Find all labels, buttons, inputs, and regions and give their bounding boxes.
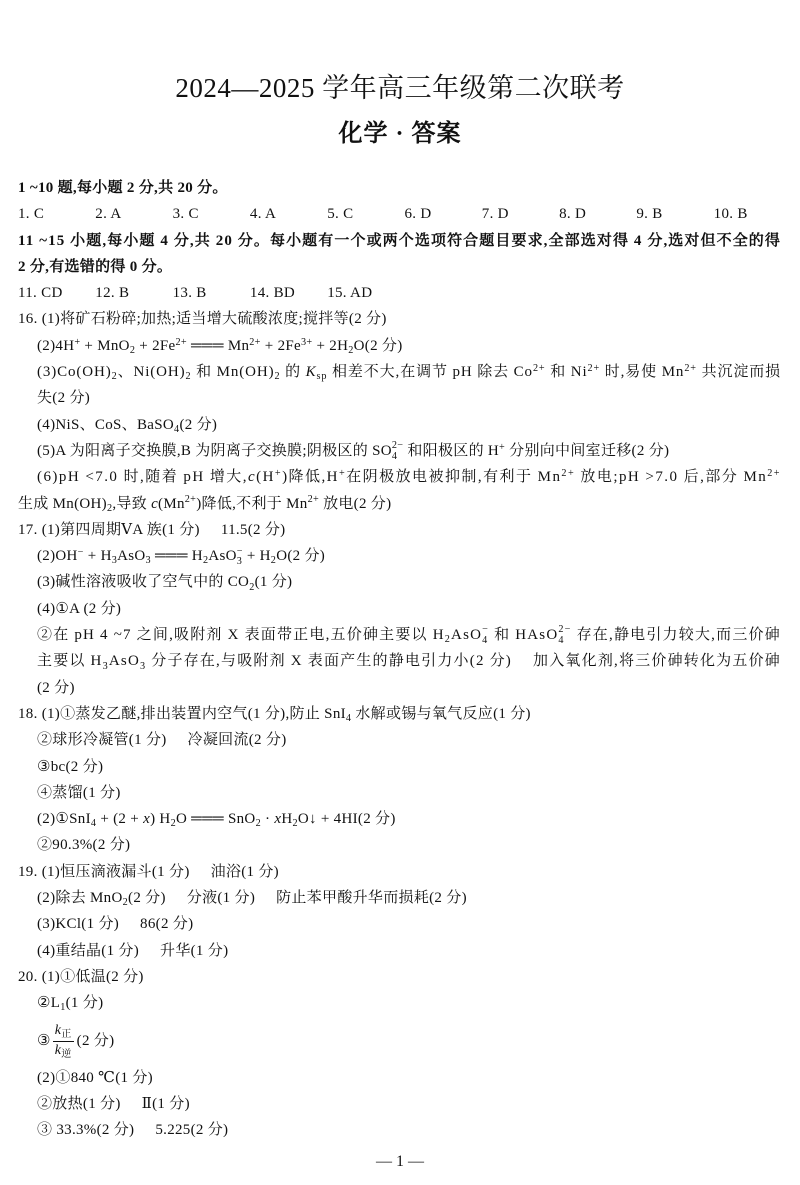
- answer-item: [37, 732, 167, 748]
- text-run: 冷凝回流(2 分): [187, 732, 287, 749]
- text-run: (2 分): [179, 416, 218, 433]
- text-run: ,导致: [112, 495, 152, 512]
- text-run: ③ 33.3%(2 分): [37, 1122, 135, 1139]
- text-run: 6. D: [404, 206, 432, 223]
- answer-line: [37, 911, 782, 937]
- answer-item: [140, 916, 193, 932]
- page-title: 2024—2025 学年高三年级第二次联考: [175, 73, 625, 103]
- superscript: +: [74, 336, 81, 348]
- answer-line: [37, 385, 782, 411]
- text-run: 生成 Mn(OH): [18, 495, 107, 512]
- answer-item: [18, 311, 387, 327]
- answer-item: [37, 362, 782, 383]
- text-run: (4)NiS、CoS、BaSO: [37, 416, 175, 433]
- answer-item: [18, 201, 95, 227]
- answer-item: [18, 180, 228, 196]
- text-run: 分别向中间室迁移(2 分): [505, 442, 670, 459]
- text-run: (2 分): [37, 679, 75, 696]
- text-run: 水解或锡与氧气反应(1 分): [351, 705, 531, 722]
- text-run: + H: [242, 548, 271, 565]
- answer-line: [37, 1017, 782, 1065]
- italic-symbol: K: [305, 364, 317, 381]
- answer-line: [37, 806, 782, 832]
- italic-symbol: c: [247, 469, 257, 486]
- text-run: ②L: [37, 995, 61, 1012]
- text-run: ═══ H: [150, 548, 203, 565]
- subscript: sp: [316, 371, 328, 383]
- answer-item: [250, 280, 327, 306]
- answer-line: [18, 517, 782, 543]
- answer-item: [37, 1122, 134, 1138]
- answer-line: [37, 990, 782, 1016]
- answer-item: [37, 890, 166, 909]
- answer-item: [37, 680, 75, 696]
- answer-item: [142, 1096, 190, 1112]
- answer-item: [636, 201, 713, 227]
- superscript: 2+: [767, 468, 781, 480]
- answer-item: [18, 496, 391, 512]
- answer-line: [18, 859, 782, 885]
- answer-item: [327, 280, 372, 306]
- answer-item: [37, 995, 104, 1014]
- text-run: 、Ni(OH): [117, 364, 186, 381]
- text-run: 17. (1)第四周期ⅤA 族(1 分): [18, 521, 200, 538]
- answer-item: [173, 280, 250, 306]
- answer-item: [18, 864, 190, 880]
- rate-constant-fraction: [53, 1023, 74, 1058]
- subscript: 3: [145, 555, 151, 567]
- subscript: 2: [129, 345, 136, 357]
- answer-item: [211, 864, 279, 880]
- text-run: 在阴极放电被抑制,有利于 Mn: [346, 469, 562, 486]
- subscript: 2: [249, 581, 255, 593]
- text-run: 13. B: [172, 285, 207, 302]
- superscript: 2+: [175, 336, 187, 348]
- answer-item: [18, 280, 95, 306]
- text-run: (Mn: [158, 495, 185, 512]
- italic-symbol: x: [274, 811, 282, 828]
- superscript: −: [236, 545, 243, 557]
- superscript: 2+: [184, 494, 197, 506]
- answer-item: [18, 233, 781, 249]
- subscript: 2: [170, 818, 176, 830]
- text-run: 18. (1)①蒸发乙醚,排出装置内空气(1 分),防止 SnI: [18, 705, 346, 722]
- text-run: (5)A 为阳离子交换膜,B 为阴离子交换膜;阴极区的 SO: [37, 442, 392, 459]
- answer-item: [37, 837, 130, 853]
- text-run: 分液(1 分): [186, 890, 256, 907]
- superscript: 2+: [561, 468, 576, 480]
- text-run: 12. B: [95, 285, 130, 302]
- subscript: 4: [558, 634, 565, 646]
- answer-item: [18, 522, 200, 538]
- answer-item: [18, 259, 172, 275]
- text-run: 油浴(1 分): [210, 863, 279, 880]
- text-run: ·: [260, 811, 275, 828]
- subscript: 2: [348, 345, 354, 357]
- answer-line: [37, 1091, 782, 1117]
- answer-item: [95, 201, 172, 227]
- text-run: (2)除去 MnO: [37, 890, 123, 907]
- superscript: +: [338, 468, 347, 480]
- text-run: H: [281, 811, 293, 828]
- text-run: (2 分): [128, 890, 166, 907]
- text-run: + (2 +: [96, 811, 144, 828]
- answer-item: [160, 943, 228, 959]
- answer-line: [37, 622, 782, 648]
- superscript: 2+: [307, 494, 320, 506]
- text-run: 防止苯甲酸升华而损耗(2 分): [276, 890, 467, 907]
- superscript: 2+: [684, 362, 697, 374]
- answer-line: [37, 675, 782, 701]
- answer-item: [221, 522, 286, 538]
- answer-line: [37, 359, 782, 385]
- answer-item: [18, 705, 531, 725]
- text-run: 存在,静电引力较大,而三价砷: [571, 627, 781, 644]
- subscript: 3: [111, 555, 118, 567]
- text-run: 2. A: [95, 206, 122, 223]
- answer-line: [37, 412, 782, 438]
- text-run: (2)①840 ℃(1 分): [37, 1069, 153, 1086]
- text-run: (4)①A (2 分): [37, 600, 122, 617]
- subscript: 1: [60, 1002, 66, 1014]
- text-run: 放电(2 分): [319, 495, 392, 512]
- text-run: 10. B: [713, 206, 748, 223]
- text-run: 1 ~10 题,每小题 2 分,共 20 分。: [18, 180, 228, 196]
- text-run: O(2 分): [276, 548, 326, 565]
- answer-line: [37, 1117, 782, 1143]
- answer-item: [95, 280, 172, 306]
- section-instruction: [18, 228, 782, 254]
- text-run: 时,易使 Mn: [600, 364, 685, 381]
- section-instruction: [18, 175, 782, 201]
- section-instruction: [18, 254, 782, 280]
- answer-line: [37, 333, 782, 359]
- answer-item: [37, 417, 217, 433]
- answer-item: [187, 890, 255, 906]
- text-run: (H: [256, 469, 275, 486]
- answer-line: [37, 648, 782, 674]
- text-run: 15. AD: [327, 285, 373, 302]
- text-run: ③bc(2 分): [37, 758, 104, 775]
- denominator-subscript: 逆: [61, 1048, 72, 1060]
- superscript: −: [77, 547, 84, 559]
- text-run: + MnO: [80, 337, 130, 354]
- charge-index: [558, 625, 571, 645]
- text-run: ═══ Mn: [186, 337, 250, 354]
- italic-symbol: c: [151, 495, 159, 512]
- answer-item: [173, 201, 250, 227]
- answer-line: [37, 754, 782, 780]
- answer-body: [18, 175, 782, 1143]
- text-run: + 2H: [312, 337, 349, 354]
- answer-item: [37, 1096, 121, 1112]
- text-run: O ═══ SnO: [175, 811, 256, 828]
- answer-line: [37, 727, 782, 753]
- numerator-subscript: 正: [61, 1029, 72, 1041]
- fraction-numerator: [53, 1023, 74, 1041]
- text-run: (2)①SnI: [37, 811, 91, 828]
- text-run: O↓ + 4HI(2 分): [297, 811, 396, 828]
- subscript: 3: [102, 660, 109, 672]
- answer-line: [37, 938, 782, 964]
- text-run: 5.225(2 分): [155, 1122, 229, 1139]
- text-run: ②放热(1 分): [37, 1095, 121, 1112]
- text-run: 的: [280, 364, 306, 381]
- answer-item: [18, 969, 144, 985]
- subscript: 4: [345, 713, 352, 725]
- text-run: AsO: [108, 653, 140, 670]
- text-run: 9. B: [636, 206, 663, 223]
- superscript: 3+: [300, 336, 313, 348]
- text-run: ②球形冷凝管(1 分): [37, 732, 167, 749]
- answer-item: [37, 916, 119, 932]
- text-run: (2)OH: [37, 548, 78, 565]
- text-run: + 2Fe: [260, 337, 301, 354]
- subscript: 2: [255, 818, 261, 830]
- text-run: 主要以 H: [37, 653, 103, 670]
- answer-item: [37, 785, 121, 801]
- answer-line: [37, 780, 782, 806]
- text-run: 放电;pH >7.0 后,部分 Mn: [575, 469, 768, 486]
- text-run: (6)pH <7.0 时,随着 pH 增大,: [37, 469, 248, 486]
- text-run: (3)KCl(1 分): [37, 916, 120, 933]
- subscript: 3: [140, 660, 147, 672]
- subscript: 4: [391, 450, 398, 462]
- text-run: AsO: [451, 627, 483, 644]
- answer-item: [37, 624, 781, 646]
- superscript: +: [274, 468, 283, 480]
- subscript: 4: [90, 818, 97, 830]
- subscript: 2: [274, 371, 281, 383]
- text-run: 11. CD: [18, 285, 63, 302]
- answer-line: [37, 569, 782, 595]
- answer-item: [188, 732, 287, 748]
- answer-item: [37, 469, 781, 485]
- text-run: 和 Mn(OH): [191, 364, 275, 381]
- answer-line: [37, 596, 782, 622]
- text-run: 8. D: [559, 206, 587, 223]
- text-run: 5. C: [327, 206, 354, 223]
- fraction-denominator: [53, 1042, 74, 1059]
- text-run: 共沉淀而损: [696, 364, 782, 381]
- text-run: ) H: [150, 811, 171, 828]
- answer-item: [37, 943, 139, 959]
- text-run: ②90.3%(2 分): [37, 837, 131, 854]
- answer-item: [559, 201, 636, 227]
- text-run: 7. D: [481, 206, 509, 223]
- text-run: 和 Ni: [545, 364, 588, 381]
- answer-item: [37, 336, 403, 357]
- answer-line: [18, 491, 782, 517]
- answer-item: [37, 811, 396, 830]
- subscript: 2: [111, 371, 118, 383]
- text-run: 20. (1)①低温(2 分): [18, 968, 144, 985]
- subscript: 2: [292, 818, 298, 830]
- text-run: (3)Co(OH): [37, 364, 112, 381]
- text-run: 1. C: [18, 206, 45, 223]
- text-run: (3)碱性溶液吸收了空气中的 CO: [37, 574, 250, 591]
- answer-item: [37, 1070, 153, 1086]
- circled-number: ③: [37, 1032, 51, 1049]
- answer-item: [37, 440, 670, 462]
- italic-symbol: x: [143, 811, 151, 828]
- answer-item: [37, 545, 326, 567]
- denominator-symbol: k: [54, 1042, 62, 1058]
- answer-item: [37, 574, 293, 593]
- answer-line: [18, 964, 782, 990]
- answer-item: [482, 201, 559, 227]
- subscript: 2: [106, 502, 113, 514]
- answer-item: [250, 201, 327, 227]
- subscript: 2: [122, 897, 129, 909]
- answer-line: [37, 1065, 782, 1091]
- answer-line: [37, 438, 782, 464]
- text-run: ④蒸馏(1 分): [37, 784, 121, 801]
- answer-item: [37, 390, 90, 406]
- superscript: 2+: [249, 336, 261, 348]
- text-run: 4. A: [249, 206, 277, 223]
- subscript: 4: [174, 423, 180, 435]
- text-run: 相差不大,在调节 pH 除去 Co: [327, 364, 533, 381]
- text-run: )降低,H: [282, 469, 339, 486]
- text-run: 11.5(2 分): [220, 521, 286, 538]
- answer-line: [18, 306, 782, 332]
- text-run: 和 HAsO: [489, 627, 559, 644]
- text-run: Ⅱ(1 分): [141, 1095, 190, 1112]
- text-run: 分子存在,与吸附剂 X 表面产生的静电引力小(2 分): [146, 653, 513, 670]
- answer-item: [155, 1122, 228, 1138]
- text-run: (4)重结晶(1 分): [37, 942, 140, 959]
- subscript: 3: [236, 555, 243, 567]
- answer-item: [276, 890, 467, 906]
- page-subtitle: 化学 · 答案: [338, 121, 462, 147]
- text-run: 14. BD: [249, 285, 296, 302]
- answer-item: [327, 201, 404, 227]
- subscript: 2: [185, 371, 192, 383]
- subscript: 2: [444, 634, 452, 646]
- answer-line: [37, 885, 782, 911]
- choice-answers-row: [18, 201, 782, 227]
- subscript: 2: [202, 555, 209, 567]
- superscript: 2−: [391, 440, 404, 452]
- text-run: 11 ~15 小题,每小题 4 分,共 20 分。每小题有一个或两个选项符合题目要求,全部选对得 4 分,选对但不全的得: [18, 232, 781, 249]
- text-run: 3. C: [172, 206, 199, 223]
- subscript: 4: [482, 634, 489, 646]
- text-run: 加入氧化剂,将三价砷转化为五价砷: [533, 653, 781, 670]
- text-run: (2)4H: [37, 337, 75, 354]
- answer-item: [404, 201, 481, 227]
- page-number: — 1 —: [376, 1153, 424, 1170]
- text-run: (1 分): [254, 574, 293, 591]
- answer-line: [37, 464, 782, 490]
- text-run: 升华(1 分): [160, 942, 229, 959]
- choice-answers-row: [18, 280, 782, 306]
- superscript: 2+: [587, 362, 601, 374]
- text-run: )降低,不利于 Mn: [196, 495, 308, 512]
- text-run: 和阳极区的 H: [403, 442, 500, 459]
- text-run: + 2Fe: [135, 337, 176, 354]
- superscript: −: [482, 624, 490, 636]
- answer-item: [37, 601, 121, 617]
- superscript: 2+: [532, 362, 546, 374]
- answer-item: [533, 653, 781, 669]
- superscript: 2−: [558, 624, 572, 636]
- text-run: AsO: [117, 548, 146, 565]
- superscript: +: [499, 441, 506, 453]
- text-run: ②在 pH 4 ~7 之间,吸附剂 X 表面带正电,五价砷主要以 H: [37, 627, 445, 644]
- answer-item: [37, 759, 103, 775]
- text-run: 16. (1)将矿石粉碎;加热;适当增大硫酸浓度;搅拌等(2 分): [18, 311, 387, 328]
- answer-item: [37, 653, 513, 672]
- numerator-symbol: k: [54, 1023, 62, 1039]
- answer-line: [18, 701, 782, 727]
- text-run: AsO: [208, 548, 237, 565]
- text-run: 2 分,有选错的得 0 分。: [18, 258, 173, 275]
- text-run: 失(2 分): [37, 390, 91, 407]
- answer-line: [37, 832, 782, 858]
- text-run: (1 分): [65, 995, 104, 1012]
- subscript: 2: [270, 555, 277, 567]
- text-run: 19. (1)恒压滴液漏斗(1 分): [18, 863, 190, 880]
- answer-line: [37, 543, 782, 569]
- text-run: O(2 分): [353, 337, 403, 354]
- text-run: + H: [83, 548, 112, 565]
- score-note: (2 分): [76, 1032, 115, 1049]
- answer-item: [714, 201, 748, 227]
- charge-index: [392, 441, 403, 461]
- text-run: 86(2 分): [140, 916, 194, 933]
